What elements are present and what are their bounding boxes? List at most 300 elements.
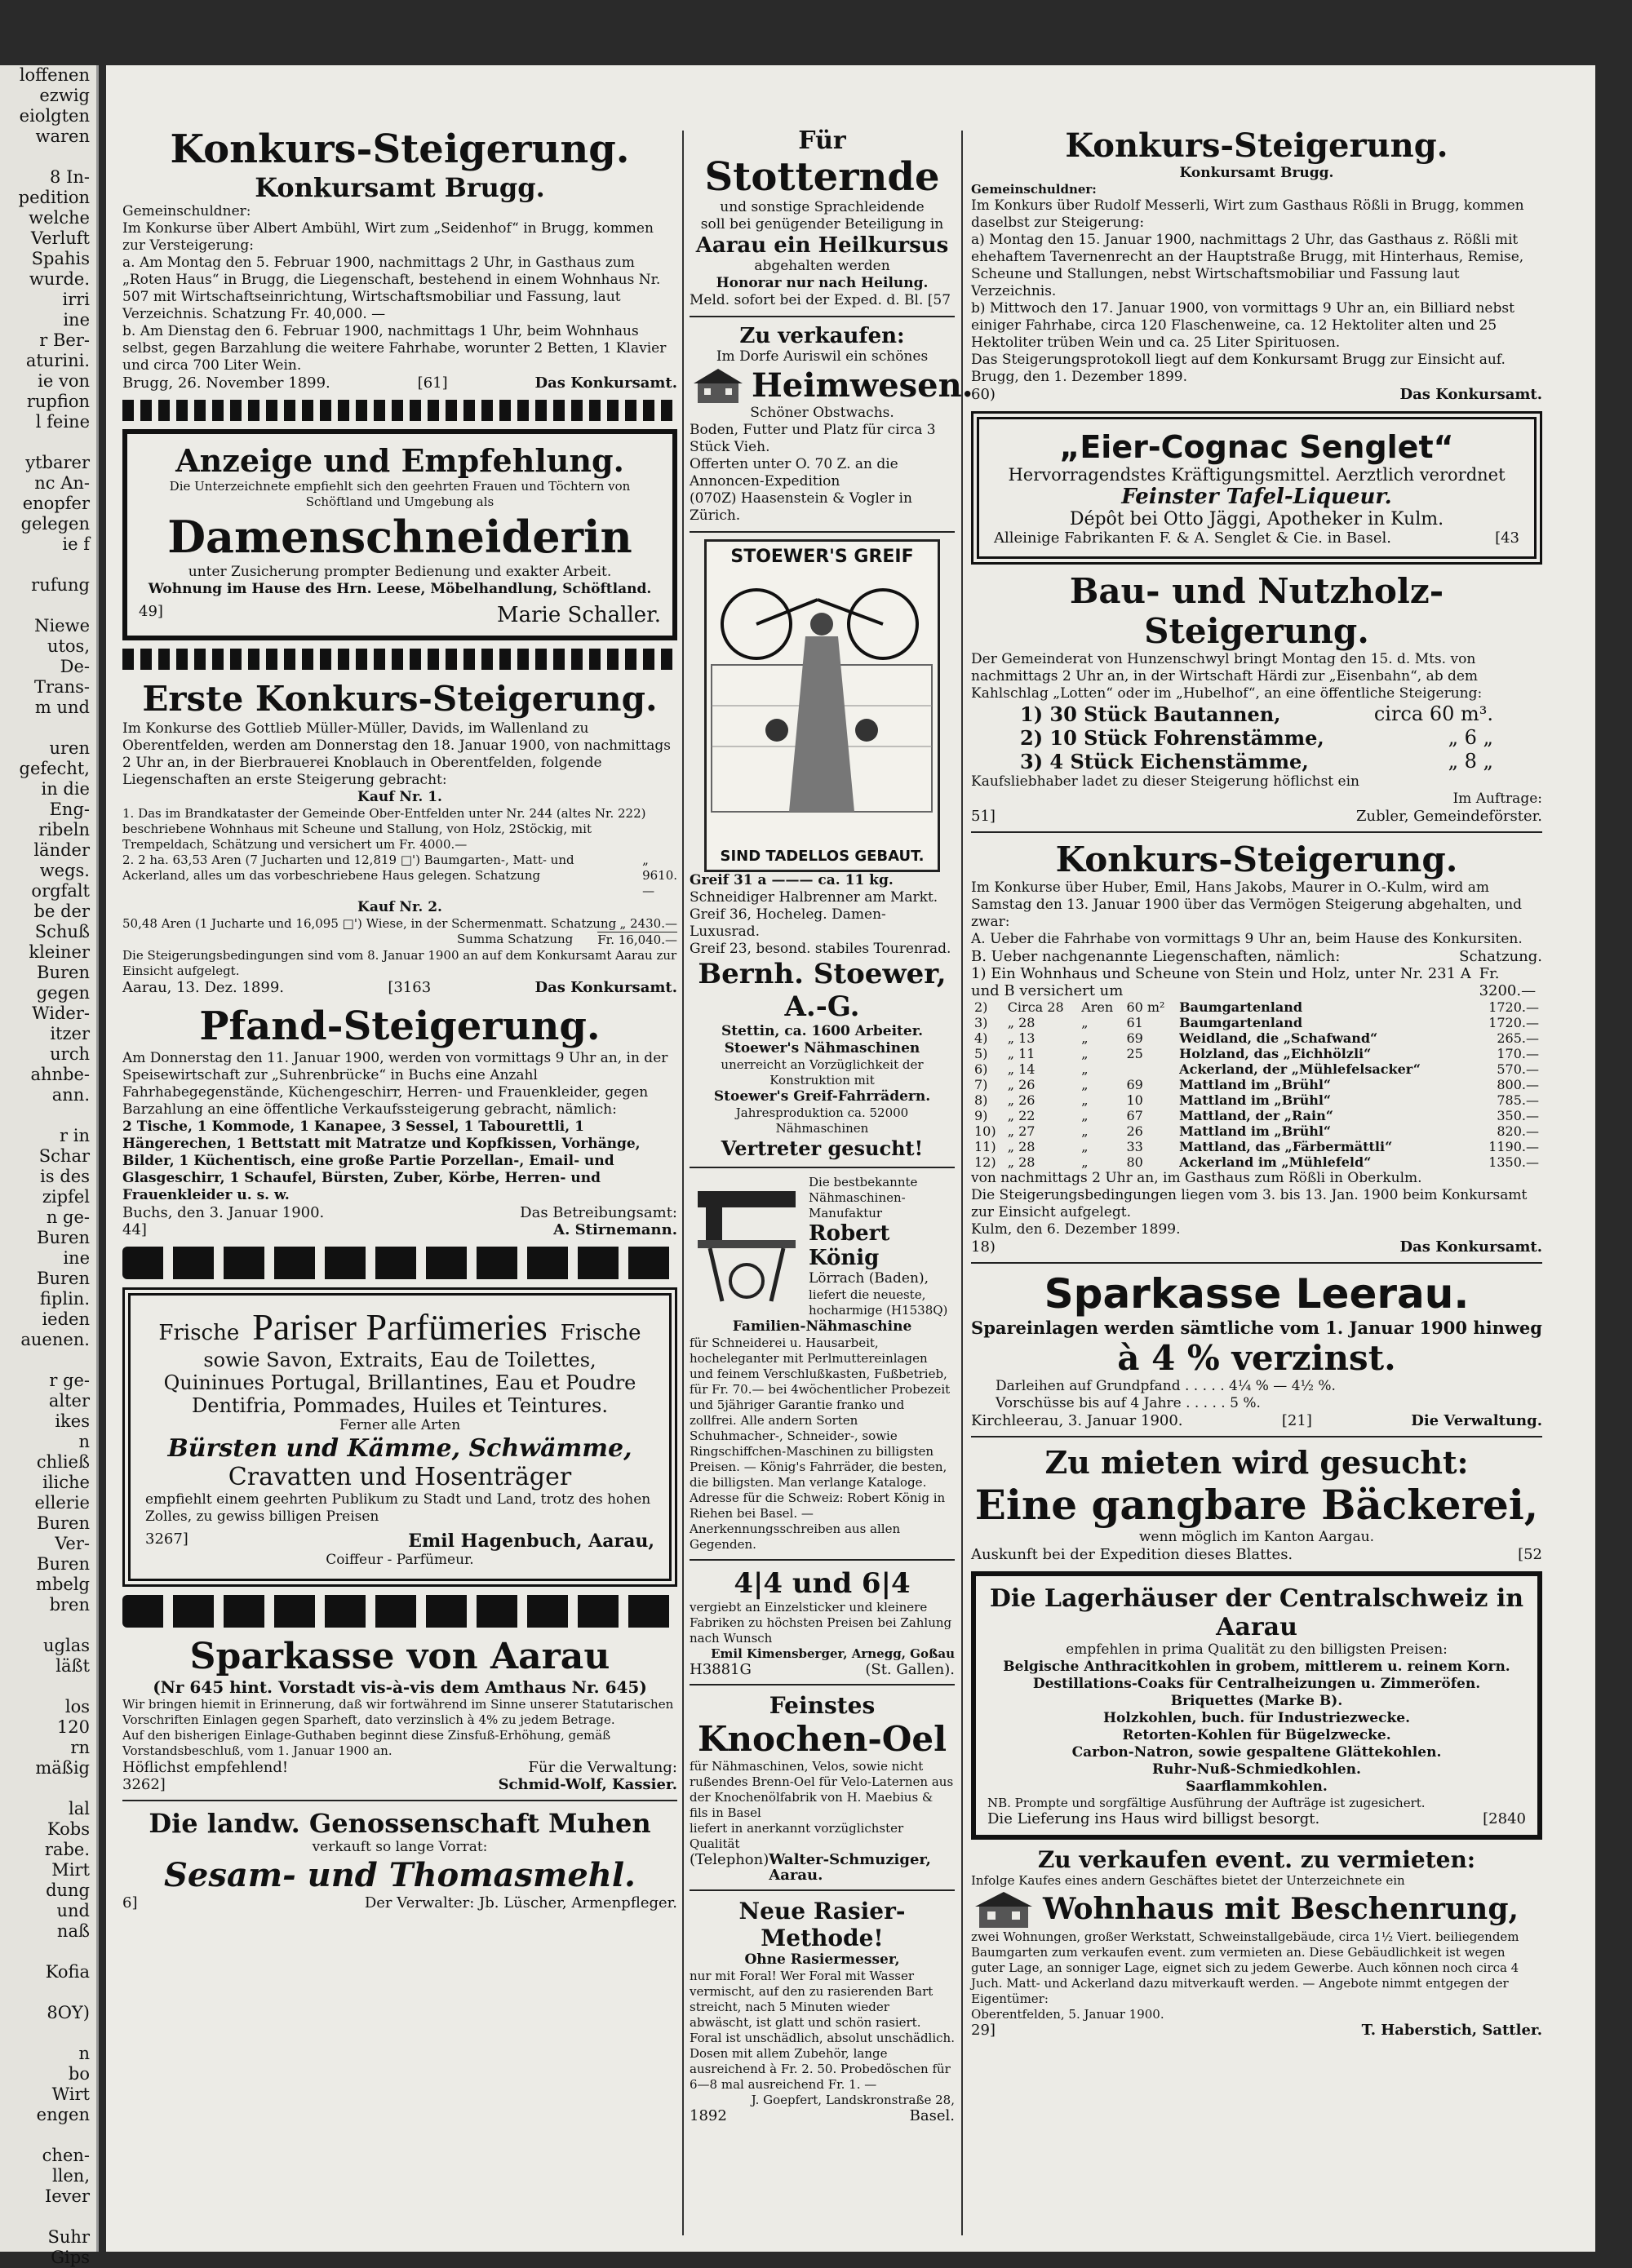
strip-fragment: ellerie bbox=[34, 1493, 90, 1513]
strip-fragment: zipfel bbox=[42, 1187, 90, 1207]
strip-fragment: ahnbe- bbox=[30, 1065, 90, 1084]
ad-signature-name: Schmid-Wolf, Kassier. bbox=[498, 1776, 677, 1793]
ad-title: Pfand-Steigerung. bbox=[199, 1003, 601, 1049]
ad-num: 51] bbox=[971, 808, 996, 825]
strip-fragment: Kobs bbox=[47, 1819, 90, 1839]
strip-fragment bbox=[0, 1942, 96, 1962]
parcel-row bbox=[971, 1077, 1542, 1092]
ad-num: 60) bbox=[971, 386, 996, 403]
ad-place: (St. Gallen). bbox=[865, 1661, 955, 1678]
strip-fragment: Niewe bbox=[34, 616, 90, 636]
ad-konkurs-kulm bbox=[971, 839, 1542, 1256]
divider bbox=[690, 1559, 955, 1561]
parcel-cell: 785.— bbox=[1497, 1092, 1539, 1108]
parcel-cell: 1350.— bbox=[1488, 1154, 1539, 1170]
strip-fragment: Ver- bbox=[55, 1534, 90, 1553]
ad-title: Bau- und Nutzholz-Steigerung. bbox=[1069, 571, 1444, 651]
parcel-cell: 67 bbox=[1126, 1108, 1143, 1123]
strip-fragment: ann. bbox=[51, 1085, 90, 1105]
parcel-cell: 265.— bbox=[1497, 1030, 1539, 1046]
ad-frische: Frische bbox=[158, 1321, 240, 1345]
ad-num: 18) bbox=[971, 1238, 996, 1256]
ad-date: Brugg, 26. November 1899. bbox=[122, 374, 330, 392]
ad-baeckerei bbox=[971, 1444, 1542, 1563]
ad-big: Wohnhaus mit Beschenrung, bbox=[1043, 1892, 1519, 1926]
strip-fragment: bren bbox=[49, 1595, 90, 1615]
parcel-cell: 5) bbox=[974, 1046, 988, 1061]
strip-fragment: alter bbox=[48, 1391, 90, 1411]
ad-title: Zu verkaufen: bbox=[739, 324, 905, 348]
strip-fragment: ezwig bbox=[39, 86, 90, 105]
ad-line: Alleinige Fabrikanten F. & A. Senglet & Cie. in Basel. bbox=[994, 529, 1392, 547]
parcel-cell bbox=[1467, 999, 1475, 1015]
strip-fragment: gelegen bbox=[20, 514, 90, 534]
strip-fragment: aturini. bbox=[25, 351, 90, 370]
strip-fragment: wegs. bbox=[39, 861, 90, 880]
ad-line: Dentifria, Pommades, Huiles et Teintures. bbox=[192, 1394, 608, 1417]
ad-name: Walter-Schmuziger, Aarau. bbox=[769, 1851, 931, 1884]
strip-fragment: utos, bbox=[47, 636, 90, 656]
ad-line: Briquettes (Marke B). bbox=[1170, 1693, 1343, 1709]
ad-item: b. Am Dienstag den 6. Februar 1900, nachmittags 1 Uhr, beim Wohnhaus selbst, gegen Barzahlung die weitere Fahrhabe, worunter 2 Betten, 1 Klavier und circa 700 Liter Wein. bbox=[122, 323, 667, 374]
parcel-cell: „ 26 bbox=[1007, 1077, 1036, 1092]
strip-fragment: n ge- bbox=[46, 1207, 90, 1227]
parcel-cell: Aren bbox=[1081, 999, 1114, 1015]
ad-line: Hervorragendstes Kräftigungsmittel. Aerztlich verordnet bbox=[1008, 465, 1506, 485]
ad-line: Familien-Nähmaschine bbox=[732, 1318, 912, 1335]
strip-fragment: ieden bbox=[42, 1309, 90, 1329]
ad-close: Kaufsliebhaber ladet zu dieser Steigerung höflichst ein bbox=[971, 773, 1359, 790]
parcel-cell: „ 28 bbox=[1007, 1015, 1036, 1030]
strip-fragment: ine bbox=[63, 1248, 90, 1268]
strip-fragment bbox=[0, 1105, 96, 1126]
strip-fragment: 120 bbox=[56, 1717, 90, 1737]
strip-fragment: ikes bbox=[55, 1411, 90, 1431]
parcel-cell: 69 bbox=[1126, 1030, 1143, 1046]
parcel-row bbox=[971, 1139, 1542, 1154]
ornament-divider bbox=[122, 1247, 677, 1279]
ad-line: Ruhr-Nuß-Schmiedkohlen. bbox=[1152, 1761, 1361, 1778]
ad-item: 1) Ein Wohnhaus und Scheune von Stein und Holz, unter Nr. 231 A und B versichert um bbox=[971, 965, 1471, 999]
strip-fragment: ine bbox=[63, 310, 90, 330]
ad-parfum bbox=[122, 1287, 677, 1587]
bicycle-woman-icon bbox=[712, 567, 932, 812]
ad-line: Stoewer's Greif-Fahrrädern. bbox=[713, 1088, 931, 1105]
strip-fragment: Trans- bbox=[34, 677, 90, 697]
ad-signature: Das Konkursamt. bbox=[534, 979, 677, 996]
ad-big: Knochen-Oel bbox=[697, 1719, 947, 1759]
ad-line: Offerten unter O. 70 Z. an die Annoncen-Expedition bbox=[690, 456, 898, 489]
strip-fragment: Kofia bbox=[45, 1962, 90, 1982]
ad-body: Am Donnerstag den 11. Januar 1900, werden von vormittags 9 Uhr an, in der Speisewirtschaft zur „Suhrenbrücke“ in Buchs eine Anzahl Fahrhabegegenstände, Küchengeschirr, Herren- und Frauenkleider, gegen Barzahlung an eine öffentliche Verkaufssteigerung gebracht, nämlich: bbox=[122, 1050, 668, 1118]
strip-fragment: r ge- bbox=[49, 1371, 90, 1390]
ad-date: Buchs, den 3. Januar 1900. bbox=[122, 1204, 325, 1221]
ad-num: [52 bbox=[1518, 1546, 1542, 1563]
parcel-cell: Ackerland, der „Mühlefelsacker“ bbox=[1179, 1061, 1421, 1077]
house-icon bbox=[690, 365, 747, 405]
strip-fragment: orgfalt bbox=[31, 881, 90, 901]
parcel-cell: Mattland im „Brühl“ bbox=[1179, 1077, 1332, 1092]
parcel-cell: 10 bbox=[1126, 1092, 1143, 1108]
ad-line: (070Z) Haasenstein & Vogler in Zürich. bbox=[690, 490, 912, 524]
strip-fragment: irri bbox=[62, 290, 90, 309]
strip-fragment: länder bbox=[33, 840, 90, 860]
ad-line: empfiehlt einem geehrten Publikum zu Stadt und Land, trotz des hohen Zolles, zu gewiss billigen Preisen bbox=[145, 1491, 651, 1525]
ad-wohnhaus bbox=[971, 1846, 1542, 2038]
ad-body: vergiebt an Einzelsticker und kleinere Fabriken zu höchsten Preisen bei Zahlung nach Wunsch bbox=[690, 1600, 952, 1646]
ad-stotternde bbox=[690, 126, 955, 309]
ad-value: Fr. 3200.— bbox=[1479, 965, 1537, 999]
ad-feinstes: Feinstes bbox=[769, 1692, 876, 1719]
strip-fragment: kleiner bbox=[29, 942, 90, 962]
parcel-cell: 11) bbox=[974, 1139, 996, 1154]
ad-num: [2840 bbox=[1483, 1810, 1526, 1827]
parcel-cell: „ bbox=[1081, 1015, 1089, 1030]
parcel-cell bbox=[1467, 1139, 1475, 1154]
ad-date: Brugg, den 1. Dezember 1899. bbox=[971, 369, 1188, 385]
strip-fragment: enopfer bbox=[22, 494, 90, 513]
strip-fragment: chen- bbox=[42, 2146, 90, 2165]
ad-body: Auf den bisherigen Einlage-Guthaben beginnt diese Zinsfuß-Erhöhung, gemäß Vorstandsbeschluß, vom 1. Januar 1900 an. bbox=[122, 1728, 611, 1758]
ad-item: b) Mittwoch den 17. Januar 1900, von vormittags 9 Uhr an, ein Billiard nebst einiger Fahrhabe, circa 120 Flaschenweine, ca. 12 Hektoliter alten und 25 Hektoliter trüben Wein und ca. 25 Liter Spirituosen. bbox=[971, 300, 1514, 351]
strip-fragment: bo bbox=[68, 2064, 90, 2084]
ad-damenschneiderin bbox=[122, 429, 677, 640]
parcel-cell: 33 bbox=[1126, 1139, 1143, 1154]
ad-line: Auskunft bei der Expedition dieses Blattes. bbox=[971, 1546, 1293, 1563]
ad-num: 1892 bbox=[690, 2107, 727, 2124]
ad-body: zwei Wohnungen, großer Werkstatt, Schweinstallgebäude, circa 1½ Viert. beiliegendem Baumgarten zum verkaufen event. zum vermieten an. Diese Gebäudlichkeit ist wegen guter Lage, an sonniger Lage, eignet sich zu jedem Gewerbe. Auch können noch circa 4 Juch. Matt- und Ackerland dazu mitverkauft werden. — Angebote nimmt entgegen der Eigentümer: bbox=[971, 1929, 1519, 2006]
parcel-row bbox=[971, 1123, 1542, 1139]
parcel-cell: 8) bbox=[974, 1092, 988, 1108]
ad-line: Holzkohlen, buch. für Industriezwecke. bbox=[1103, 1710, 1410, 1726]
strip-fragment: ytbarer bbox=[25, 453, 90, 472]
ad-signature: Der Verwalter: Jb. Lüscher, Armenpfleger. bbox=[364, 1894, 677, 1911]
strip-fragment bbox=[0, 2023, 96, 2044]
strip-fragment: n bbox=[78, 2044, 90, 2063]
strip-fragment bbox=[0, 1615, 96, 1636]
strip-fragment bbox=[0, 1350, 96, 1371]
strip-fragment: Mirt bbox=[51, 1860, 90, 1880]
strip-fragment bbox=[0, 718, 96, 738]
ad-line: Ferner alle Arten bbox=[339, 1417, 461, 1433]
ad-value: „ 9610.— bbox=[642, 853, 678, 898]
ad-item: B. Ueber nachgenannte Liegenschaften, nämlich: bbox=[971, 948, 1341, 965]
ad-signature-name: A. Stirnemann. bbox=[553, 1221, 677, 1238]
strip-fragment: dung bbox=[46, 1880, 90, 1900]
divider bbox=[971, 1436, 1542, 1437]
ad-num: 3267] bbox=[145, 1530, 188, 1548]
ad-num: [21] bbox=[1281, 1412, 1312, 1429]
ad-sub: Ohne Rasiermesser, bbox=[744, 1951, 900, 1968]
ad-subtitle: Konkursamt Brugg. bbox=[1179, 165, 1334, 181]
parcel-cell: 10) bbox=[974, 1123, 996, 1139]
ad-conditions: Die Steigerungsbedingungen liegen vom 3. bis 13. Jan. 1900 beim Konkursamt zur Einsicht aufgelegt. bbox=[971, 1187, 1528, 1220]
ad-line: empfehlen in prima Qualität zu den billigsten Preisen: bbox=[1066, 1641, 1448, 1658]
parcel-cell: „ bbox=[1081, 1139, 1089, 1154]
ad-frische: Frische bbox=[560, 1321, 641, 1345]
ad-line: Feinster Tafel-Liqueur. bbox=[1121, 485, 1392, 509]
strip-fragment: uglas bbox=[43, 1636, 90, 1655]
ad-title: Erste Konkurs-Steigerung. bbox=[142, 679, 658, 719]
divider bbox=[122, 1800, 677, 1801]
strip-fragment: waren bbox=[35, 126, 90, 146]
strip-fragment: itzer bbox=[50, 1024, 90, 1043]
parcel-cell bbox=[1467, 1030, 1475, 1046]
ornament-divider bbox=[122, 649, 677, 670]
strip-fragment: auenen. bbox=[20, 1330, 90, 1349]
strip-fragment bbox=[0, 596, 96, 616]
strip-fragment bbox=[0, 432, 96, 453]
ad-value: „ 8 „ bbox=[1448, 750, 1493, 773]
strip-fragment: 8 In- bbox=[50, 167, 90, 187]
column-rule bbox=[961, 131, 963, 2235]
ad-body: Im Konkurse über Huber, Emil, Hans Jakobs, Maurer in O.-Kulm, wird am Samstag den 13. Januar 1900 über das Vermögen Steigerung abgehalten, und zwar: bbox=[971, 879, 1523, 930]
parcel-cell: 170.— bbox=[1497, 1046, 1539, 1061]
ad-title: Konkurs-Steigerung. bbox=[1065, 126, 1448, 165]
strip-fragment: gefecht, bbox=[19, 759, 90, 778]
ad-big: à 4 % verzinst. bbox=[1117, 1338, 1396, 1378]
ad-title: Zu verkaufen event. zu vermieten: bbox=[1037, 1846, 1476, 1873]
parcel-cell bbox=[1123, 1061, 1176, 1077]
ad-signature: Zubler, Gemeindeförster. bbox=[1356, 808, 1542, 825]
ad-value: „ 2430.— bbox=[619, 916, 677, 931]
column-right bbox=[971, 126, 1542, 2038]
divider bbox=[690, 531, 955, 533]
ad-close: Höflichst empfehlend! bbox=[122, 1759, 289, 1776]
strip-fragment: fiplin. bbox=[39, 1289, 90, 1309]
divider bbox=[690, 1889, 955, 1891]
ornament-divider bbox=[122, 400, 677, 421]
ad-line: Honorar nur nach Heilung. bbox=[716, 275, 929, 291]
divider bbox=[690, 1684, 955, 1685]
ad-big: Neue Rasier-Methode! bbox=[738, 1898, 906, 1951]
ad-title: Sparkasse Leerau. bbox=[1044, 1270, 1470, 1318]
ad-proto: Das Steigerungsprotokoll liegt auf dem Konkursamt Brugg zur Einsicht auf. bbox=[971, 352, 1506, 368]
parcel-cell: „ 28 bbox=[1007, 1154, 1036, 1170]
ad-line: Lörrach (Baden), bbox=[809, 1270, 929, 1287]
strip-fragment: engen bbox=[36, 2105, 90, 2124]
ad-fuer: Für bbox=[798, 126, 846, 155]
strip-fragment: loffenen bbox=[19, 65, 90, 85]
parcel-cell: Weidland, die „Schafwand“ bbox=[1179, 1030, 1378, 1046]
strip-fragment: welche bbox=[29, 208, 90, 228]
strip-fragment: iliche bbox=[42, 1473, 90, 1492]
strip-fragment: Buren bbox=[37, 1554, 90, 1574]
ad-num: 44] bbox=[122, 1221, 147, 1238]
strip-fragment: Buren bbox=[37, 963, 90, 982]
ad-signature: T. Haberstich, Sattler. bbox=[1361, 2022, 1542, 2039]
ad-line: Boden, Futter und Platz für circa 3 Stück Vieh. bbox=[690, 422, 936, 455]
parcel-row bbox=[971, 1015, 1542, 1030]
ad-nb: NB. Prompte und sorgfältige Ausführung der Aufträge ist zugesichert. bbox=[987, 1796, 1426, 1810]
ad-line: Schneidiger Halbrenner am Markt. bbox=[690, 889, 938, 906]
ad-koenig bbox=[690, 1175, 955, 1553]
ad-knochen-oel bbox=[690, 1692, 955, 1883]
ad-body: für Nähmaschinen, Velos, sowie nicht rußendes Brenn-Oel für Velo-Laternen aus der Knochenölfabrik von H. Maebius & fils in Basel bbox=[690, 1759, 954, 1820]
parcel-cell bbox=[1467, 1108, 1475, 1123]
parcel-cell: Mattland, das „Färbermättli“ bbox=[1179, 1139, 1393, 1154]
ad-num: [61] bbox=[417, 374, 448, 392]
parcel-cell: 80 bbox=[1126, 1154, 1143, 1170]
parcel-cell: 6) bbox=[974, 1061, 988, 1077]
ad-big: Heimwesen. bbox=[752, 365, 973, 405]
column-middle bbox=[690, 126, 973, 2124]
ad-after: von nachmittags 2 Uhr an, im Gasthaus zum Rößli in Oberkulm. bbox=[971, 1170, 1422, 1186]
ad-body: liefert in anerkannt vorzüglichster Qualität bbox=[690, 1821, 904, 1851]
parcel-cell: 1190.— bbox=[1488, 1139, 1539, 1154]
ad-conditions: Die Steigerungsbedingungen sind vom 8. Januar 1900 an auf dem Konkursamt Aarau zur Einsicht aufgelegt. bbox=[122, 948, 677, 978]
parcel-cell: 7) bbox=[974, 1077, 988, 1092]
ad-kauf: Kauf Nr. 1. bbox=[357, 789, 442, 805]
ad-title: Anzeige und Empfehlung. bbox=[175, 442, 624, 479]
ad-num: 29] bbox=[971, 2022, 996, 2039]
strip-fragment: pedition bbox=[18, 188, 90, 207]
ad-lagerhaeuser bbox=[971, 1571, 1542, 1840]
ad-schatzung: Schatzung. bbox=[1459, 948, 1542, 965]
strip-fragment: Gips bbox=[51, 2248, 90, 2267]
ad-line: Die Lieferung ins Haus wird billigst besorgt. bbox=[987, 1810, 1320, 1827]
ad-muhen bbox=[122, 1808, 677, 1911]
ad-line: Im Dorfe Auriswil ein schönes bbox=[716, 348, 929, 365]
parcel-row bbox=[971, 1030, 1542, 1046]
strip-fragment: r Ber- bbox=[39, 330, 90, 350]
ad-line: liefert die neueste, hocharmige (H1538Q) bbox=[809, 1287, 948, 1318]
parcel-cell: „ bbox=[1081, 1077, 1089, 1092]
ad-line: Vorschüsse bis auf 4 Jahre . . . . . 5 %. bbox=[996, 1395, 1261, 1411]
parcel-cell: „ 13 bbox=[1007, 1030, 1036, 1046]
strip-fragment: Iever bbox=[44, 2186, 90, 2206]
strip-fragment: naß bbox=[56, 1921, 90, 1941]
ad-auftrag: Im Auftrage: bbox=[1452, 791, 1542, 807]
strip-fragment bbox=[0, 1779, 96, 1799]
adjacent-page-strip bbox=[0, 65, 99, 2267]
ad-name: Emil Hagenbuch, Aarau, bbox=[408, 1530, 654, 1552]
ad-line: Meld. sofort bei der Exped. d. Bl. [57 bbox=[690, 292, 951, 308]
strip-fragment: is des bbox=[40, 1167, 90, 1186]
ad-line: unerreicht an Vorzüglichkeit der Konstruktion mit bbox=[721, 1057, 924, 1087]
ad-heimwesen bbox=[690, 324, 973, 525]
strip-fragment: Buren bbox=[37, 1228, 90, 1247]
ad-stoewer bbox=[690, 539, 955, 1160]
parcel-cell: „ bbox=[1081, 1061, 1089, 1077]
strip-fragment: rn bbox=[70, 1738, 90, 1757]
ad-line: Destillations-Coaks für Centralheizungen u. Zimmeröfen. bbox=[1032, 1676, 1481, 1692]
parcel-cell: „ bbox=[1081, 1030, 1089, 1046]
ad-title: Sparkasse von Aarau bbox=[189, 1636, 610, 1677]
ad-signature: Das Betreibungsamt: bbox=[520, 1204, 677, 1221]
ad-nutzholz bbox=[971, 571, 1542, 825]
strip-fragment: mäßig bbox=[35, 1758, 90, 1778]
ad-item: 2. 2 ha. 63,53 Aren (7 Jucharten und 12,819 □') Baumgarten-, Matt- und Ackerland, alles um das vorbeschriebene Haus gelegen. Schatzung bbox=[122, 853, 574, 883]
parcel-cell: „ 11 bbox=[1007, 1046, 1036, 1061]
parcel-cell: „ 26 bbox=[1007, 1092, 1036, 1108]
ad-line: Schöner Obstwachs. bbox=[750, 405, 894, 421]
parcel-cell: Mattland im „Brühl“ bbox=[1179, 1123, 1332, 1139]
ad-line: Belgische Anthracitkohlen in grobem, mittlerem u. reinem Korn. bbox=[1003, 1659, 1510, 1675]
ad-lead: Gemeinschuldner: bbox=[122, 203, 251, 219]
parcel-cell: „ bbox=[1081, 1154, 1089, 1170]
ad-body: Wir bringen hiemit in Erinnerung, daß wir fortwährend im Sinne unserer Statutarischen Vorschriften Einlagen gegen Sparheft, dato verzinslich à 4% zu jedem Betrage. bbox=[122, 1697, 674, 1727]
strip-fragment: ie von bbox=[38, 371, 90, 391]
parcel-cell: 61 bbox=[1126, 1015, 1143, 1030]
ad-big: „Eier-Cognac Senglet“ bbox=[1059, 429, 1454, 465]
parcel-cell: 4) bbox=[974, 1030, 988, 1046]
parcel-cell bbox=[1467, 1046, 1475, 1061]
ad-sparkasse-leerau bbox=[971, 1270, 1542, 1429]
strip-fragment: nc An- bbox=[34, 473, 90, 493]
parcel-cell: Baumgartenland bbox=[1179, 1015, 1303, 1030]
parcel-cell bbox=[1467, 1077, 1475, 1092]
strip-fragment bbox=[0, 147, 96, 167]
ad-big: Stotternde bbox=[704, 154, 940, 200]
parcel-cell bbox=[1467, 1061, 1475, 1077]
ad-num: 3262] bbox=[122, 1776, 166, 1793]
parcel-cell: Mattland im „Brühl“ bbox=[1179, 1092, 1332, 1108]
parcel-row bbox=[971, 1108, 1542, 1123]
strip-fragment: Buren bbox=[37, 1269, 90, 1288]
stoewer-illustration bbox=[704, 539, 940, 872]
parcel-cell: „ bbox=[1081, 1092, 1089, 1108]
ad-line: Vertreter gesucht! bbox=[721, 1136, 924, 1160]
ad-title: Zu mieten wird gesucht: bbox=[1044, 1444, 1469, 1481]
ad-name: Emil Kimensberger, Arnegg, Goßau bbox=[711, 1646, 955, 1661]
ad-body: nur mit Foral! Wer Foral mit Wasser vermischt, auf den zu rasierenden Bart streicht, nach 5 Minuten wieder abwäscht, ist glatt und schön rasiert. Foral ist unschädlich, absolut unschädlich. Dosen mit allem Zubehör, lange ausreichend à Fr. 2. 50. Probedöschen für 6—8 mal ausreichend Fr. 1. — bbox=[690, 1969, 955, 2092]
illustration-title: STOEWER'S GREIF bbox=[730, 547, 914, 567]
strip-fragment: Verluft bbox=[30, 228, 90, 248]
strip-fragment: chließ bbox=[36, 1452, 90, 1472]
ad-title: Konkurs-Steigerung. bbox=[170, 126, 630, 172]
ad-title: Die landw. Genossenschaft Muhen bbox=[149, 1808, 651, 1839]
strip-fragment: Spahis bbox=[31, 249, 90, 268]
strip-fragment: und bbox=[56, 1901, 90, 1920]
ad-cognac bbox=[971, 411, 1542, 565]
ad-big: Damenschneiderin bbox=[167, 511, 632, 563]
parcel-cell: 69 bbox=[1126, 1077, 1143, 1092]
strip-fragment: urch bbox=[50, 1044, 90, 1064]
strip-fragment: in die bbox=[41, 779, 90, 799]
ad-line: Bürsten und Kämme, Schwämme, bbox=[167, 1434, 632, 1463]
strip-fragment bbox=[0, 1677, 96, 1697]
ad-line: Die bestbekannte Nähmaschinen-Manufaktur bbox=[809, 1175, 918, 1220]
ad-line: sowie Savon, Extraits, Eau de Toilettes, bbox=[203, 1349, 596, 1371]
parcel-cell: Mattland, der „Rain“ bbox=[1179, 1108, 1333, 1123]
ad-line: Quininues Portugal, Brillantines, Eau et Poudre bbox=[163, 1371, 636, 1394]
strip-fragment: rufung bbox=[31, 575, 90, 595]
ad-num: [43 bbox=[1495, 529, 1519, 547]
ad-big: Pariser Parfümeries bbox=[252, 1306, 548, 1348]
strip-fragment: rupfion bbox=[26, 392, 90, 411]
ad-body: für Schneiderei u. Hausarbeit, hocheleganter mit Perlmuttereinlagen und feinem Verschlußkasten, Fußbetrieb, für Fr. 70.— bei 4wöchentlicher Probezeit und 5jähriger Garantie franko und zollfrei. Alle andern Sorten Schuhmacher-, Schneider-, sowie Ringschiffchen-Maschinen zu billigsten Preisen. — König's Fahrräder, die besten, die billigsten. Man verlange Kataloge. Adresse für die Schweiz: Robert König in Riehen bei Basel. — Anerkennungsschreiben aus allen Gegenden. bbox=[690, 1336, 951, 1552]
parcel-cell bbox=[1467, 1015, 1475, 1030]
ad-name: Marie Schaller. bbox=[497, 603, 661, 627]
ad-line: Cravatten und Hosenträger bbox=[228, 1463, 572, 1491]
parcel-cell: 350.— bbox=[1497, 1108, 1539, 1123]
ad-line: Dépôt bei Otto Jäggi, Apotheker in Kulm. bbox=[1069, 509, 1444, 529]
parcel-cell: Ackerland im „Mühlefeld“ bbox=[1179, 1154, 1372, 1170]
ad-signature: J. Goepfert, Landskronstraße 28, bbox=[751, 2093, 955, 2107]
ad-line: Wohnung im Hause des Hrn. Leese, Möbelhandlung, Schöftland. bbox=[148, 581, 652, 597]
strip-fragment: Wider- bbox=[32, 1003, 90, 1023]
parcel-cell: „ bbox=[1081, 1046, 1089, 1061]
parcel-row bbox=[971, 1061, 1542, 1077]
strip-fragment: 8OY) bbox=[47, 2003, 90, 2022]
ad-line: Retorten-Kohlen für Bügelzwecke. bbox=[1122, 1727, 1391, 1743]
ad-num: H3881G bbox=[690, 1661, 752, 1678]
ad-pfand bbox=[122, 1003, 677, 1238]
ad-line: Darleihen auf Grundpfand . . . . . 4¼ % — 4½ %. bbox=[996, 1378, 1336, 1394]
ad-date: Kirchleerau, 3. Januar 1900. bbox=[971, 1412, 1183, 1429]
ad-num: [3163 bbox=[388, 979, 432, 996]
